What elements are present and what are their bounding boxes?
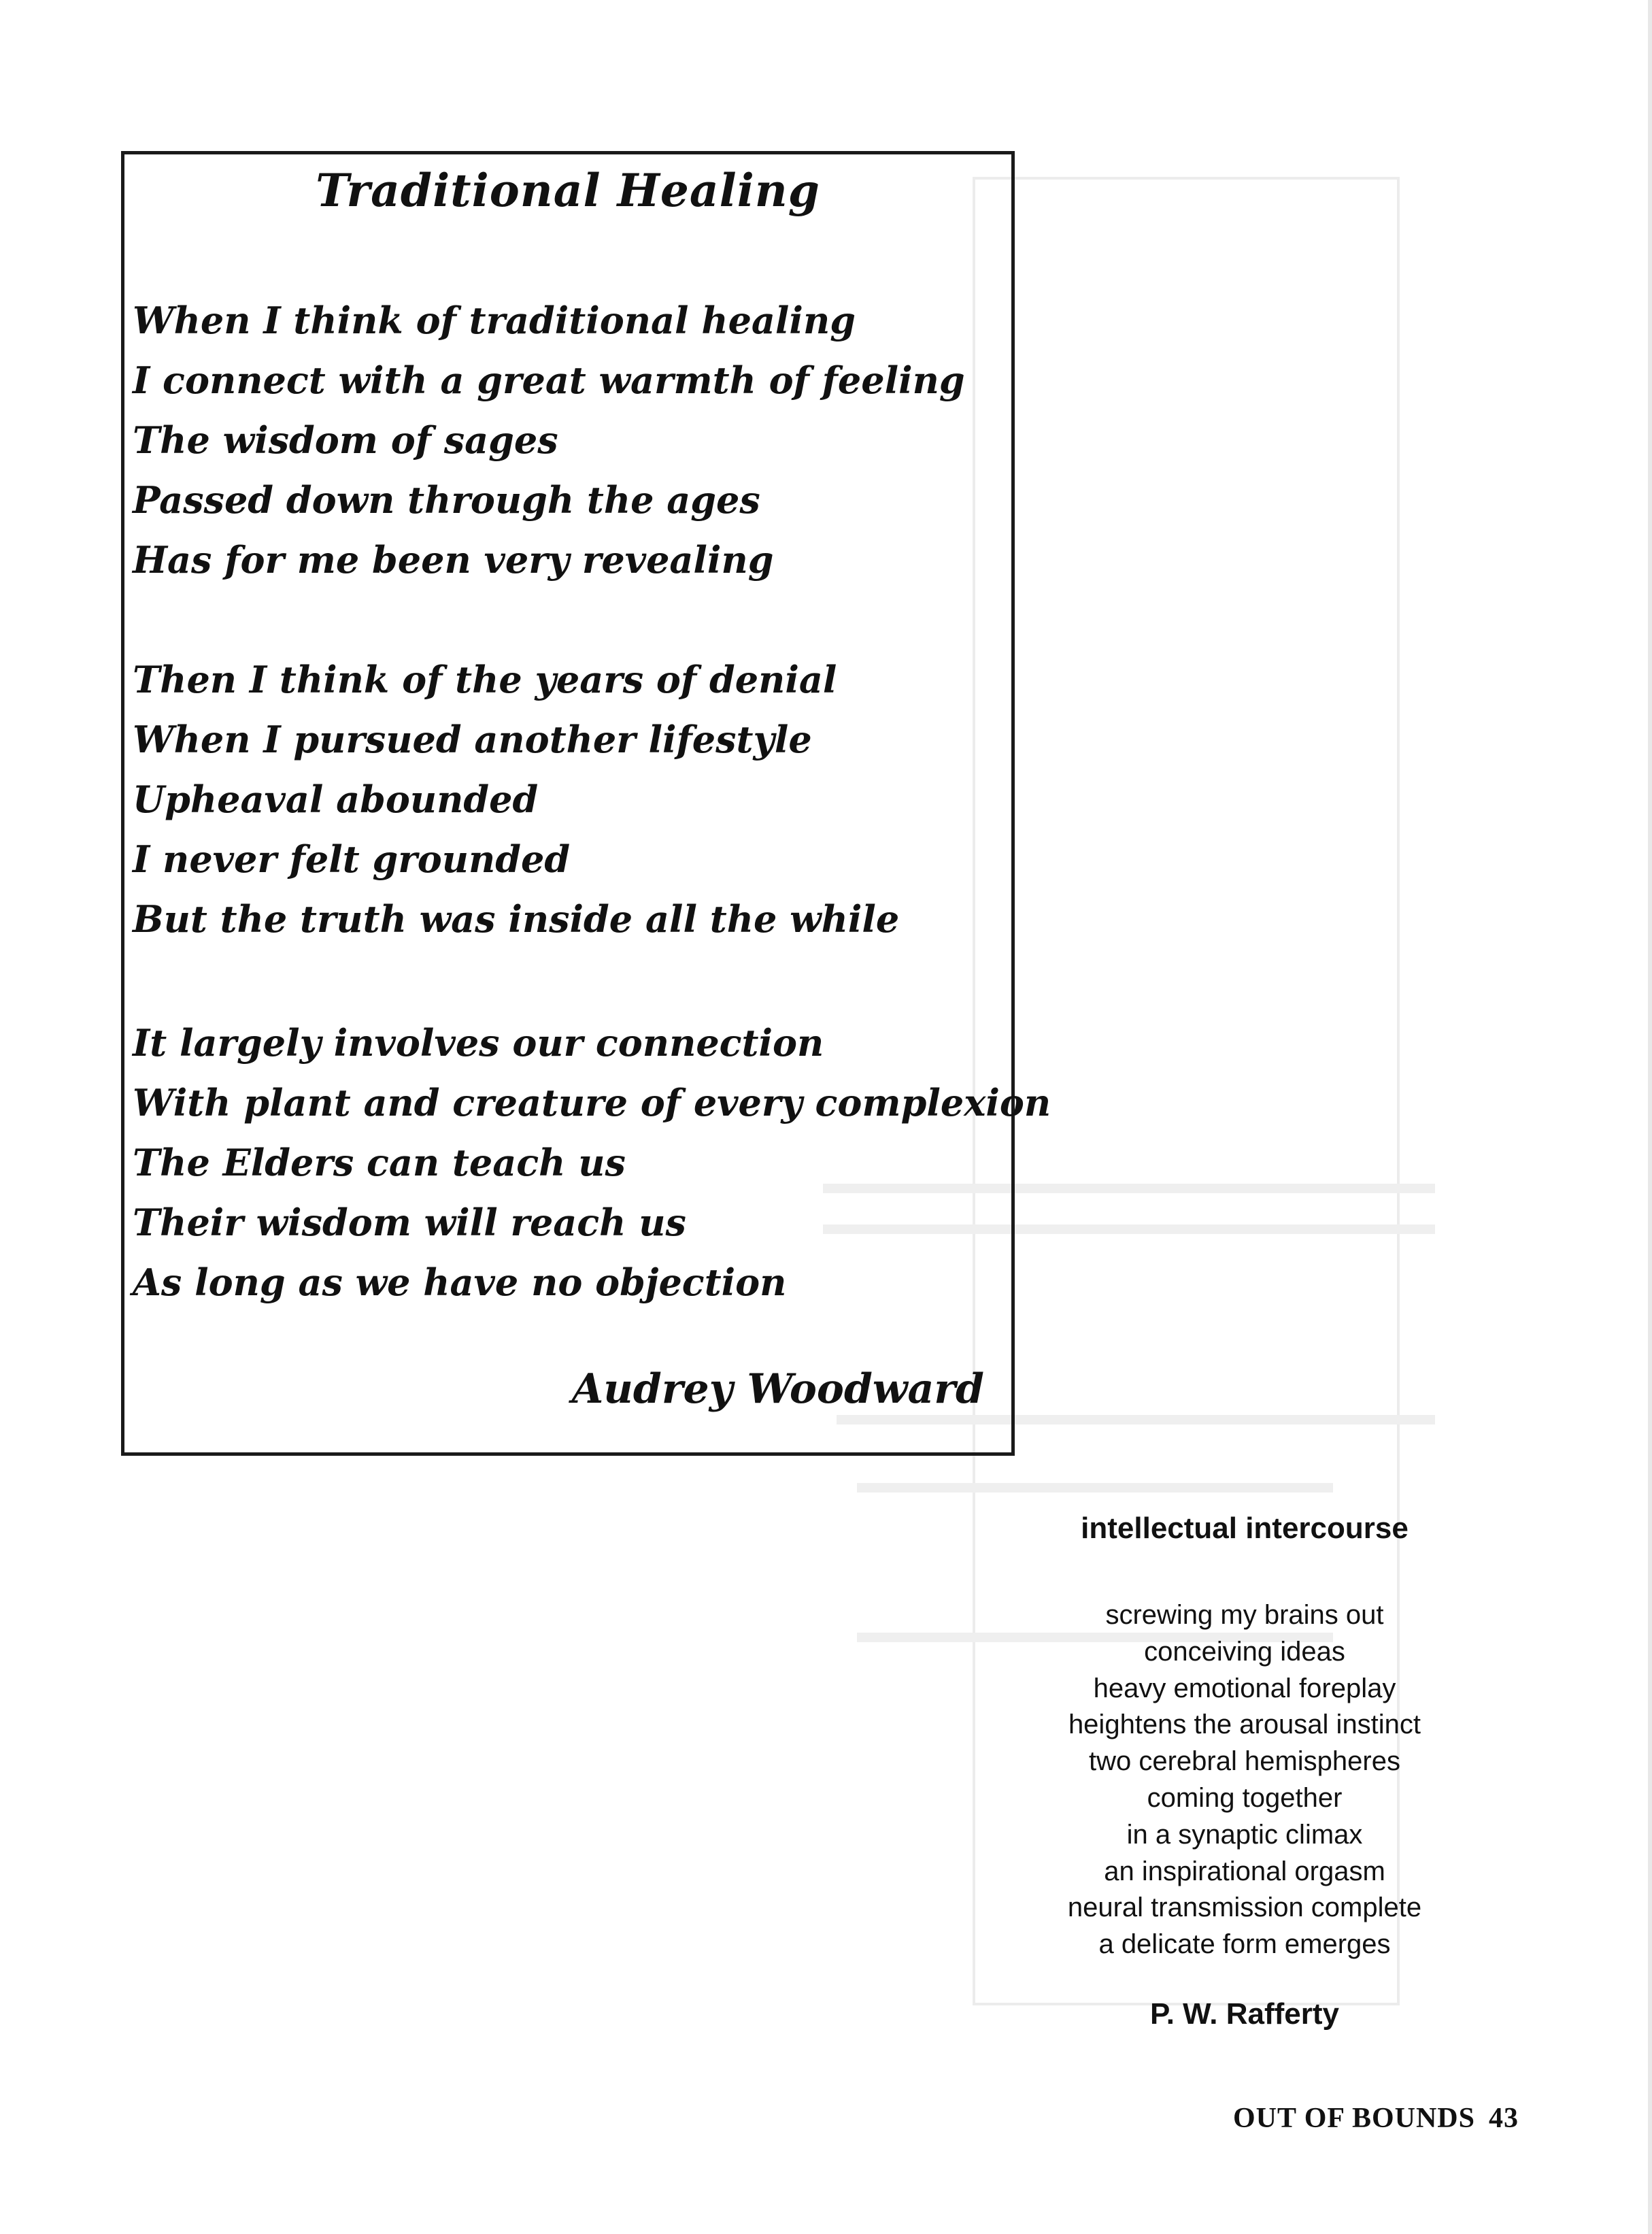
- poem-title: Traditional Healing: [316, 164, 820, 217]
- poem-line: When I pursued another lifestyle: [133, 718, 812, 761]
- poem2-line: neural transmission complete: [1067, 1893, 1422, 1923]
- poem2-body: [939, 1597, 1551, 1963]
- poem2-line: two cerebral hemispheres: [1089, 1746, 1400, 1777]
- poem-line: I connect with a great warmth of feeling: [133, 359, 965, 402]
- poem2-line: heavy emotional foreplay: [1093, 1673, 1396, 1703]
- poem-line: But the truth was inside all the while: [133, 897, 900, 941]
- poem-stanza-2: [133, 650, 899, 949]
- poem-line: The wisdom of sages: [133, 418, 558, 462]
- poem-line: When I think of traditional healing: [133, 299, 856, 342]
- poem-line: The Elders can teach us: [133, 1141, 626, 1184]
- page-number: 43: [1489, 2103, 1519, 2134]
- poem2-line: coming together: [1147, 1782, 1343, 1813]
- poem-line: With plant and creature of every complexion: [133, 1081, 1051, 1124]
- poem-line: Has for me been very revealing: [133, 538, 774, 582]
- poem-line: Passed down through the ages: [133, 478, 760, 522]
- poem2-line: an inspirational orgasm: [1104, 1856, 1385, 1886]
- poem-line: I never felt grounded: [133, 837, 571, 881]
- poem-line: As long as we have no objection: [133, 1261, 787, 1304]
- poem2-line: in a synaptic climax: [1126, 1819, 1363, 1850]
- poem-stanza-1: [133, 290, 965, 590]
- poem-line: Upheaval abounded: [133, 778, 539, 821]
- poem2-title: intellectual intercourse: [1081, 1512, 1409, 1545]
- bleed-through-mark: [857, 1483, 1333, 1493]
- poem2-line: conceiving ideas: [1144, 1636, 1345, 1667]
- poem-line: Their wisdom will reach us: [133, 1201, 686, 1244]
- page-edge: [1648, 0, 1652, 2234]
- poem-author: Audrey Woodward: [571, 1365, 984, 1413]
- poem2-line: screwing my brains out: [1105, 1600, 1384, 1630]
- poem-stanza-3: [133, 1013, 1051, 1312]
- poem2-line: a delicate form emerges: [1098, 1929, 1391, 1960]
- traditional-healing-poem-box: [121, 151, 1051, 1456]
- page-footer: [1219, 2102, 1519, 2135]
- poem2-author: P. W. Rafferty: [1150, 1997, 1339, 2031]
- publication-name: OUT OF BOUNDS: [1232, 2103, 1475, 2134]
- poem-line: It largely involves our connection: [133, 1021, 824, 1065]
- poem-line: Then I think of the years of denial: [133, 658, 837, 701]
- poem2-line: heightens the arousal instinct: [1068, 1710, 1421, 1740]
